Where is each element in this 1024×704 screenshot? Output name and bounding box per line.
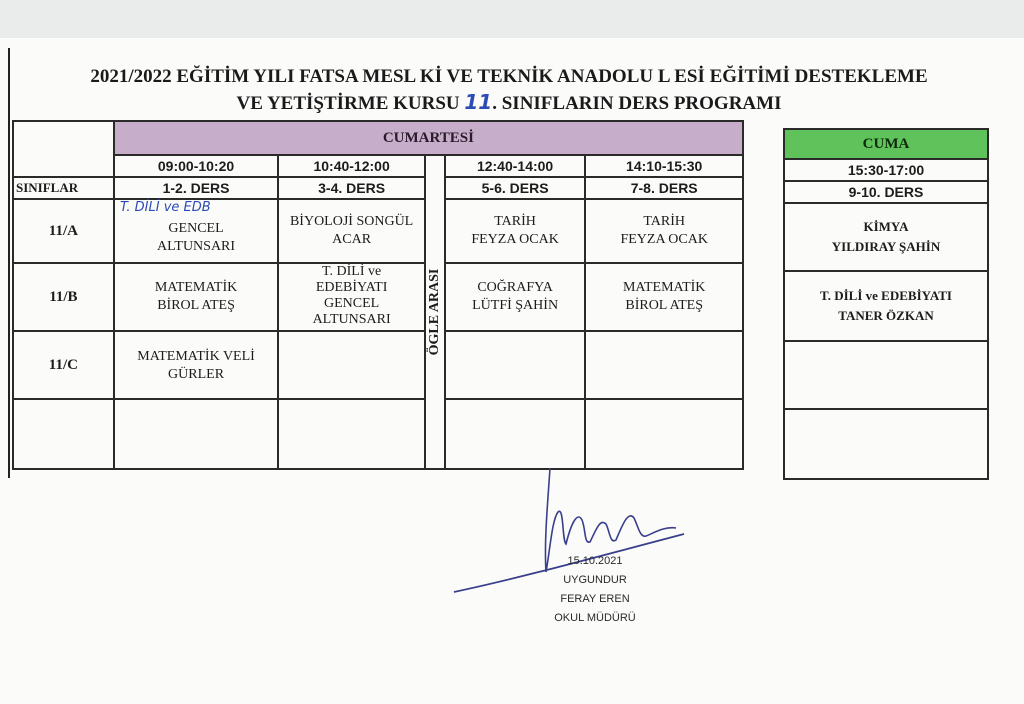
schedule-cell: [278, 331, 425, 399]
principal-name: FERAY EREN: [560, 593, 630, 605]
title-line2-start: VE YETİŞTİRME KURSU: [236, 93, 460, 114]
lesson-slot: 3-4. DERS: [278, 177, 425, 199]
schedule-cell: TARİH FEYZA OCAK: [445, 199, 586, 263]
schedule-cell: [445, 399, 586, 469]
schedule-cell: T. DİLİ ve EDEBİYATI TANER ÖZKAN: [784, 271, 988, 341]
schedule-cell: TARİH FEYZA OCAK: [585, 199, 743, 263]
saturday-header: CUMARTESİ: [114, 121, 743, 155]
time-slot: 14:10-15:30: [585, 155, 743, 177]
document-title-line2: [14, 90, 1004, 115]
schedule-cell: MATEMATİK BİROL ATEŞ: [114, 263, 279, 331]
table-row: [13, 399, 743, 469]
schedule-cell: [114, 399, 279, 469]
friday-header: CUMA: [784, 129, 988, 159]
approval-date: 15.10.2021: [567, 555, 623, 567]
principal-role: OKUL MÜDÜRÜ: [554, 612, 636, 624]
schedule-cell: [585, 331, 743, 399]
time-slot: 15:30-17:00: [784, 159, 988, 181]
title-line2-end: . SINIFLARIN DERS PROGRAMI: [492, 93, 782, 114]
margin-line: [8, 48, 10, 478]
time-slot: 12:40-14:00: [445, 155, 586, 177]
table-row: [13, 331, 743, 399]
table-row: [13, 263, 743, 331]
class-name: 11/C: [13, 331, 114, 399]
approval-status: UYGUNDUR: [563, 574, 627, 586]
lesson-slot: 5-6. DERS: [445, 177, 586, 199]
lunch-break-column: [425, 155, 445, 469]
schedule-cell: [784, 409, 988, 479]
corner-cell: [13, 121, 114, 177]
classes-label: SINIFLAR: [13, 177, 114, 199]
handwritten-subject-note: T. DİLİ ve EDB: [120, 200, 211, 215]
approval-block: [520, 552, 670, 628]
top-bar: [0, 0, 1024, 38]
class-name: [13, 399, 114, 469]
lesson-slot: 7-8. DERS: [585, 177, 743, 199]
schedule-cell: GENCEL ALTUNSARI: [114, 199, 279, 263]
schedule-cell: MATEMATİK BİROL ATEŞ: [585, 263, 743, 331]
schedule-cell: [278, 399, 425, 469]
saturday-schedule-table: [12, 120, 744, 470]
friday-schedule-table: [783, 128, 989, 480]
time-slot: 09:00-10:20: [114, 155, 279, 177]
lunch-break-label: ÖGLE ARASI: [426, 268, 442, 356]
schedule-cell: KİMYA YILDIRAY ŞAHİN: [784, 203, 988, 271]
lesson-slot: 9-10. DERS: [784, 181, 988, 203]
schedule-cell: T. DİLİ ve EDEBİYATI GENCEL ALTUNSARI: [278, 263, 425, 331]
schedule-cell: BİYOLOJİ SONGÜL ACAR: [278, 199, 425, 263]
schedule-cell: [784, 341, 988, 409]
handwritten-grade: 11: [464, 90, 493, 114]
lesson-slot: 1-2. DERS: [114, 177, 279, 199]
class-name: 11/B: [13, 263, 114, 331]
schedule-cell: MATEMATİK VELİ GÜRLER: [114, 331, 279, 399]
document-title-line1: 2021/2022 EĞİTİM YILI FATSA MESL Kİ VE TEKNİK ANADOLU L ESİ EĞİTİMİ DESTEKLEME: [90, 66, 928, 87]
class-name: 11/A: [13, 199, 114, 263]
time-slot: 10:40-12:00: [278, 155, 425, 177]
schedule-cell: COĞRAFYA LÜTFİ ŞAHİN: [445, 263, 586, 331]
schedule-cell: [585, 399, 743, 469]
schedule-cell: [445, 331, 586, 399]
